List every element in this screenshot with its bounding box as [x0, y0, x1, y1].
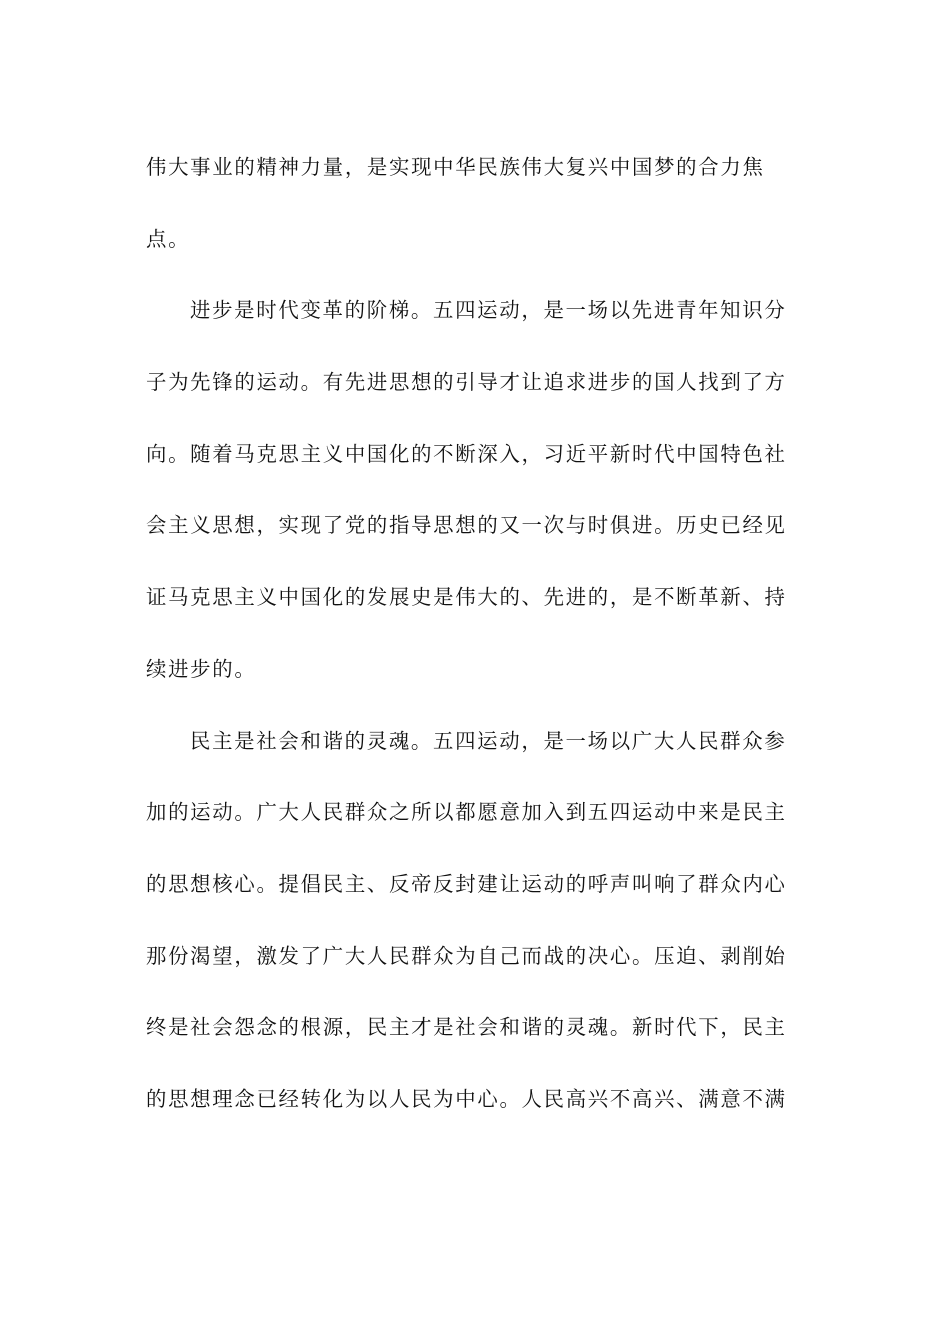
text-line: 证马克思主义中国化的发展史是伟大的、先进的，是不断革新、持 [146, 585, 787, 610]
text-line: 的思想理念已经转化为以人民为中心。人民高兴不高兴、满意不满 [146, 1086, 787, 1111]
text-line: 会主义思想，实现了党的指导思想的又一次与时俱进。历史已经见 [146, 513, 787, 538]
text-line: 加的运动。广大人民群众之所以都愿意加入到五四运动中来是民主 [146, 800, 787, 825]
text-line: 伟大事业的精神力量，是实现中华民族伟大复兴中国梦的合力焦 [146, 155, 765, 179]
body-text [146, 132, 796, 1136]
text-line: 点。 [146, 226, 191, 251]
paragraph-start-line: 进步是时代变革的阶梯。五四运动，是一场以先进青年知识分 [190, 298, 787, 323]
text-line: 续进步的。 [146, 656, 257, 681]
text-line: 的思想核心。提倡民主、反帝反封建让运动的呼声叫响了群众内心 [146, 871, 787, 896]
text-line: 向。随着马克思主义中国化的不断深入，习近平新时代中国特色社 [146, 441, 787, 466]
text-line: 那份渴望，激发了广大人民群众为自己而战的决心。压迫、剥削始 [146, 943, 787, 968]
text-line: 终是社会怨念的根源，民主才是社会和谐的灵魂。新时代下，民主 [146, 1015, 787, 1040]
paragraph-start-line: 民主是社会和谐的灵魂。五四运动，是一场以广大人民群众参 [190, 728, 787, 753]
text-line: 子为先锋的运动。有先进思想的引导才让追求进步的国人找到了方 [146, 370, 787, 395]
